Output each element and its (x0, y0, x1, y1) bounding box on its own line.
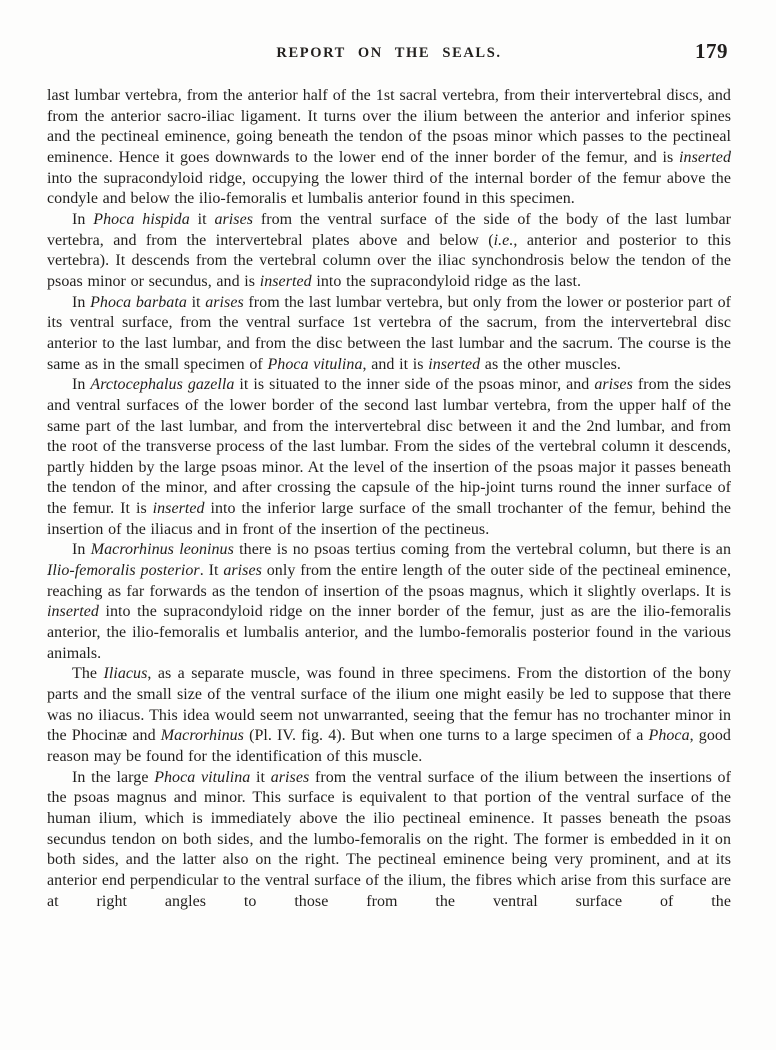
text-run-italic: inserted (152, 500, 205, 518)
text-run: In (72, 293, 91, 311)
text-run-italic: Macrorhinus (160, 727, 244, 745)
text-run-italic: inserted (679, 148, 731, 166)
paragraph (47, 210, 731, 293)
text-run: as the other muscles. (480, 355, 621, 373)
text-run-italic: arises (214, 210, 254, 228)
text-run: In (72, 541, 91, 559)
text-run-italic: Phoca vitulina (267, 355, 363, 373)
text-run: into the supracondyloid ridge, occupying the lower third of the internal border of the femur above the condyle and below the ilio-femoralis et lumbalis anterior found in this specimen. (47, 169, 731, 208)
text-run: from the ventral surface of the ilium between the insertions of the psoas magnus and minor. This surface is equivalent to that portion of the ventral surface of the human ilium, which is immediately above the ilio pectineal eminence. It passes beneath the psoas secundus tendon on both sides, and the lumbo-femoralis on the right. The former is embedded in it on both sides, and the latter also on the right. The pectineal eminence being very prominent, and at its anterior end perpendicular to the ventral surface of the ilium, the fibres which arise from this surface are at right angles to those from the ventral surface of the (47, 768, 731, 910)
text-run: from the last lumbar vertebra, but only from the lower or posterior part of its ventral surface, from the ventral surface 1st vertebra of the sacrum, from the intervertebral disc anterior to the last lumbar, and from the disc between the last lumbar and the sacrum. The course is the same as in the small specimen of (47, 293, 732, 373)
text-run-italic: Arctocephalus gazella (90, 376, 235, 394)
text-run: . It (199, 562, 224, 580)
text-run-italic: arises (594, 376, 633, 394)
text-run: it is situated to the inner side of the psoas minor, and (234, 376, 595, 394)
text-run: last lumbar vertebra, from the anterior half of the 1st sacral vertebra, from their intervertebral discs, and from the anterior sacro-iliac ligament. It turns over the ilium between the anterior and inferior spines and the pectineal eminence, going beneath the tendon of the psoas minor which passes to the pectineal eminence. Hence it goes downwards to the lower end of the inner border of the femur, and is (47, 87, 731, 166)
text-run-italic: arises (270, 768, 310, 786)
text-run: into the supracondyloid ridge on the inner border of the femur, just as are the ilio-femoralis anterior, the ilio-femoralis et lumbalis anterior, and the lumbo-femoralis posterior found in the various animals. (47, 603, 731, 662)
page-number: 179 (695, 39, 728, 63)
text-run: it (189, 210, 215, 228)
text-run: In (72, 210, 94, 228)
text-run-italic: Phoca (648, 727, 690, 745)
text-run: into the inferior large surface of the small trochanter of the femur, behind the insertion of the iliacus and in front of the insertion of the pectineus. (47, 500, 731, 538)
text-run-italic: Phoca barbata (90, 293, 187, 311)
text-run-italic: Macrorhinus leoninus (90, 541, 234, 559)
text-run-italic: inserted (47, 603, 99, 621)
text-run: from the ventral surface of the side of the body of the last lumbar vertebra, and from the intervertebral plates above and below ( (47, 210, 731, 249)
text-run: there is no psoas tertius coming from the vertebral column, but there is an (233, 541, 731, 559)
text-run: In (72, 376, 91, 394)
page-header (47, 39, 731, 64)
text-run-italic: arises (205, 293, 244, 311)
text-run: only from the entire length of the outer side of the pectineal eminence, reaching as far forwards as the tendon of insertion of the psoas magnus, which it slightly overlaps. It is (47, 562, 731, 600)
text-run: , good reason may be found for the identification of this muscle. (47, 727, 731, 765)
text-run-italic: Ilio-femoralis posterior (47, 562, 200, 580)
text-block (47, 86, 731, 912)
text-run-italic: Iliacus (103, 665, 148, 683)
running-title: REPORT ON THE SEALS. (276, 45, 502, 61)
text-run: In the large (72, 768, 155, 786)
paragraph (47, 293, 731, 376)
text-run-italic: inserted (259, 272, 312, 290)
text-run-italic: inserted (428, 355, 481, 373)
text-run-italic: Phoca hispida (93, 210, 190, 228)
text-run: it (250, 768, 271, 786)
text-run-italic: Phoca vitulina (154, 768, 251, 786)
text-run: it (186, 293, 206, 311)
text-run: , anterior and posterior to this vertebra). It descends from the vertebral column over the iliac synchondrosis below the tendon of the psoas minor or secundus, and is (47, 231, 732, 290)
text-run: from the sides and ventral surfaces of the lower border of the second last lumbar vertebra, from the upper half of the same part of the last lumbar, and from the intervertebral disc between it and the 2nd lumbar, and from the root of the transverse process of the last lumbar. From the sides of the vertebral column it descends, partly hidden by the large psoas minor. At the level of the insertion of the psoas major it passes beneath the tendon of the minor, and after crossing the capsule of the hip-joint turns round the inner surface of the femur. It is (47, 376, 732, 518)
text-run: (Pl. IV. fig. 4). But when one turns to a large specimen of a (243, 727, 649, 745)
paragraph (47, 375, 731, 540)
paragraph (47, 768, 731, 913)
text-run-italic: i.e. (493, 231, 514, 249)
text-run-italic: arises (223, 562, 262, 580)
paragraph (47, 86, 731, 210)
text-run: , as a separate muscle, was found in three specimens. From the distortion of the bony parts and the small size of the ventral surface of the ilium one might easily be led to suppose that there was no iliacus. This idea would seem not unwarranted, seeing that the femur has no trochanter minor in the Phocinæ and (47, 665, 731, 745)
text-run: into the supracondyloid ridge as the last. (311, 272, 582, 290)
text-run: , and it is (362, 355, 429, 373)
paragraph (47, 664, 731, 767)
paragraph (47, 540, 731, 664)
text-run: The (72, 665, 104, 683)
